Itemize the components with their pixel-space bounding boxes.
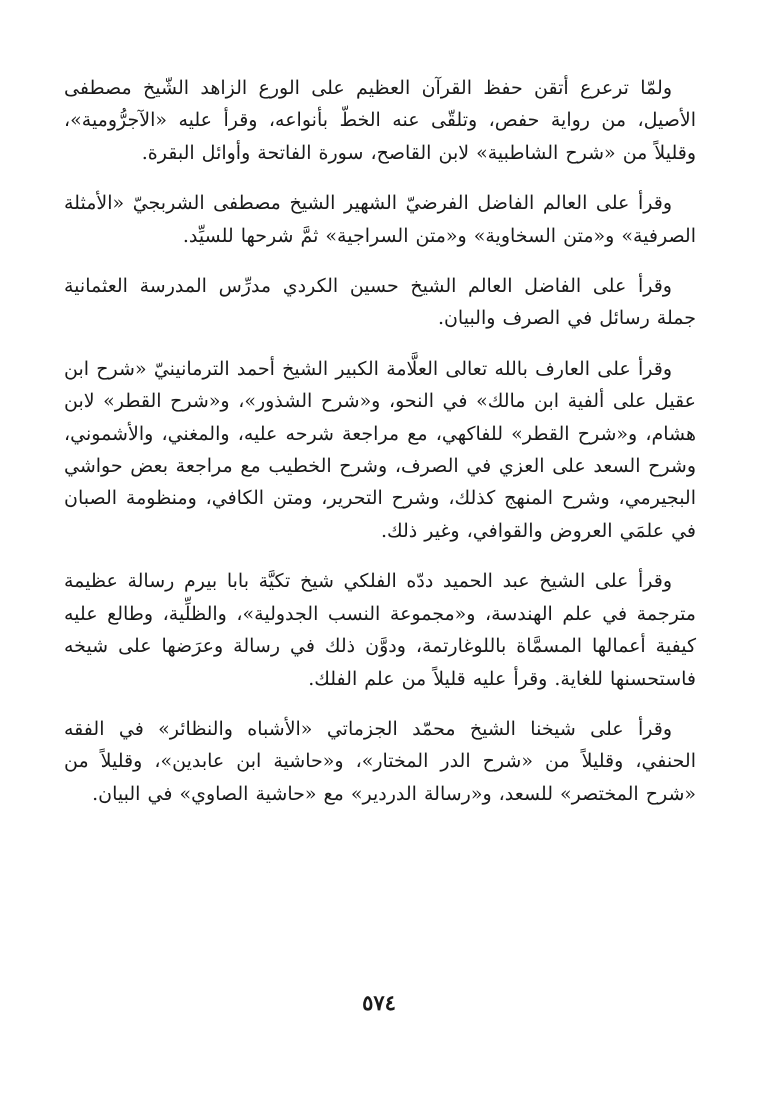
paragraph-4: وقرأ على العارف بالله تعالى العلَّامة الكبير الشيخ أحمد الترمانينيّ «شرح ابن عقيل على ألفية ابن مالك» في النحو، و«شرح الشذور»، و«شرح القطر» لابن هشام، و«شرح القطر» للفاكهي، مع مراجعة شرحه عليه، والمغني، والأشموني، وشرح السعد على العزي في الصرف، وشرح الخطيب مع مراجعة بعض حواشي البجيرمي، وشرح المنهج كذلك، وشرح التحرير، ومتن الكافي، ومنظومة الصبان في علمَي العروض والقوافي، وغير ذلك. — [64, 357, 696, 542]
page-body — [64, 72, 696, 828]
paragraph-5: وقرأ على الشيخ عبد الحميد ددّه الفلكي شيخ تكيَّة بابا بيرم رسالة عظيمة مترجمة في علم الهندسة، و«مجموعة النسب الجدولية»، والظلِّية، وطالع عليه كيفية أعمالها المسمَّاة باللوغارتمة، ودوَّن ذلك في رسالة وعرَضها على شيخه فاستحسنها للغاية. وقرأ عليه قليلاً من علم الفلك. — [64, 570, 696, 690]
page-number: ٥٧٤ — [362, 990, 396, 1015]
paragraph-1: ولمّا ترعرع أتقن حفظ القرآن العظيم على الورع الزاهد الشّيخ مصطفى الأصيل، من رواية حفص، وتلقّى عنه الخطّ بأنواعه، وقرأ عليه «الآجرُّومية»، وقليلاً من «شرح الشاطبية» لابن القاصح، سورة الفاتحة وأوائل البقرة. — [64, 77, 696, 164]
paragraph-2: وقرأ على العالم الفاضل الفرضيّ الشهير الشيخ مصطفى الشربجيّ «الأمثلة الصرفية» و«متن السخاوية» و«متن السراجية» ثمَّ شرحها للسيِّد. — [64, 192, 696, 247]
paragraph-6: وقرأ على شيخنا الشيخ محمّد الجزماتي «الأشباه والنظائر» في الفقه الحنفي، وقليلاً من «شرح الدر المختار»، و«حاشية ابن عابدين»، وقليلاً من «شرح المختصر» للسعد، و«رسالة الدردير» مع «حاشية الصاوي» في البيان. — [64, 717, 696, 805]
paragraph-3: وقرأ على الفاضل العالم الشيخ حسين الكردي مدرِّس المدرسة العثمانية جملة رسائل في الصرف والبيان. — [64, 275, 696, 330]
